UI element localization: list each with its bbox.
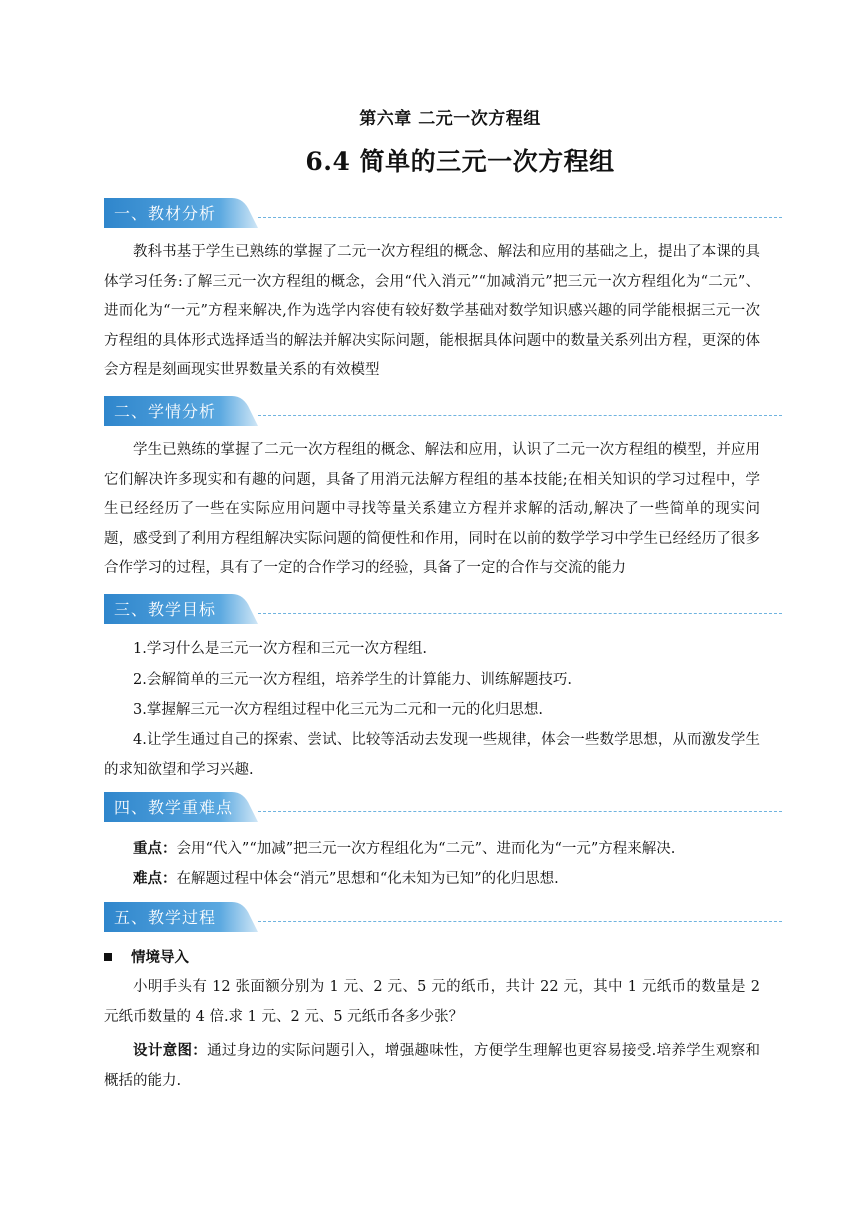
section-header-analysis	[104, 196, 782, 232]
section-divider	[258, 811, 782, 812]
section-tab	[104, 594, 258, 622]
difficulty-text: 在解题过程中体会“消元”思想和“化未知为已知”的化归思想.	[176, 871, 559, 887]
difficulty-label: 难点：	[133, 870, 177, 887]
intent-text: 通过身边的实际问题引入，增强趣味性，方便学生理解也更容易接受.培养学生观察和概括的能力.	[104, 1043, 760, 1089]
learner-paragraph: 学生已熟练的掌握了二元一次方程组的概念、解法和应用，认识了二元一次方程组的模型，并应用它们解决许多现实和有趣的问题，具备了用消元法解方程组的基本技能;在相关知识的学习过程中，学生已经经历了一些在实际应用问题中寻找等量关系建立方程并求解的活动,解决了一些简单的现实问题，感受到了利用方程组解决实际问题的简便性和作用，同时在以前的数学学习中学生已经经历了很多合作学习的过程，具有了一定的合作学习的经验，具备了一定的合作与交流的能力	[104, 442, 760, 576]
section-title: 五、教学过程	[114, 908, 217, 927]
goal-item: 1.学习什么是三元一次方程和三元一次方程组.	[133, 641, 427, 657]
goal-item: 3.掌握解三元一次方程组过程中化三元为二元和一元的化归思想.	[133, 702, 543, 718]
section-title: 二、学情分析	[114, 402, 217, 421]
goal-item: 4.让学生通过自己的探索、尝试、比较等活动去发现一些规律，体会一些数学思想，从而激发学生的求知欲望和学习兴趣.	[104, 732, 760, 778]
section-tab	[104, 792, 258, 820]
problem-paragraph: 小明手头有 12 张面额分别为 1 元、2 元、5 元的纸币，共计 22 元，其中 1 元纸币的数量是 2 元纸币数量的 4 倍.求 1 元、2 元、5 元纸币各多少张？	[104, 979, 760, 1025]
lesson-title: 6.4 简单的三元一次方程组	[305, 147, 615, 176]
key-label: 重点：	[133, 840, 177, 857]
section-header-goals	[104, 592, 782, 628]
section-tab	[104, 198, 258, 226]
design-intent	[104, 1036, 760, 1096]
key-point	[104, 834, 760, 865]
section-divider	[258, 415, 782, 416]
square-bullet-icon	[104, 953, 112, 961]
analysis-paragraph: 教科书基于学生已熟练的掌握了二元一次方程组的概念、解法和应用的基础之上，提出了本课的具体学习任务:了解三元一次方程组的概念，会用“代入消元”“加减消元”把三元一次方程组化为“二元”、进而化为“一元”方程来解决,作为选学内容使有较好数学基础对数学知识感兴趣的同学能根据三元一次方程组的具体形式选择适当的解法并解决实际问题，能根据具体问题中的数量关系列出方程，更深的体会方程是刻画现实世界数量关系的有效模型	[104, 244, 760, 378]
section-header-process	[104, 900, 782, 936]
section-header-learner	[104, 394, 782, 430]
difficulty-point	[104, 864, 760, 895]
section-divider	[258, 217, 782, 218]
section-tab	[104, 396, 258, 424]
section-title: 一、教材分析	[114, 204, 217, 223]
goal-item: 2.会解简单的三元一次方程组，培养学生的计算能力、训练解题技巧.	[133, 672, 572, 688]
section-title: 三、教学目标	[114, 600, 217, 619]
section-header-keypoints	[104, 790, 782, 826]
chapter-title: 第六章 二元一次方程组	[359, 109, 541, 129]
section-tab	[104, 902, 258, 930]
bullet-title: 情境导入	[131, 949, 189, 966]
intent-label: 设计意图：	[133, 1042, 208, 1059]
section-title: 四、教学重难点	[114, 798, 234, 817]
section-divider	[258, 613, 782, 614]
section-divider	[258, 921, 782, 922]
key-text: 会用“代入”“加减”把三元一次方程组化为“二元”、进而化为“一元”方程来解决.	[176, 841, 676, 857]
